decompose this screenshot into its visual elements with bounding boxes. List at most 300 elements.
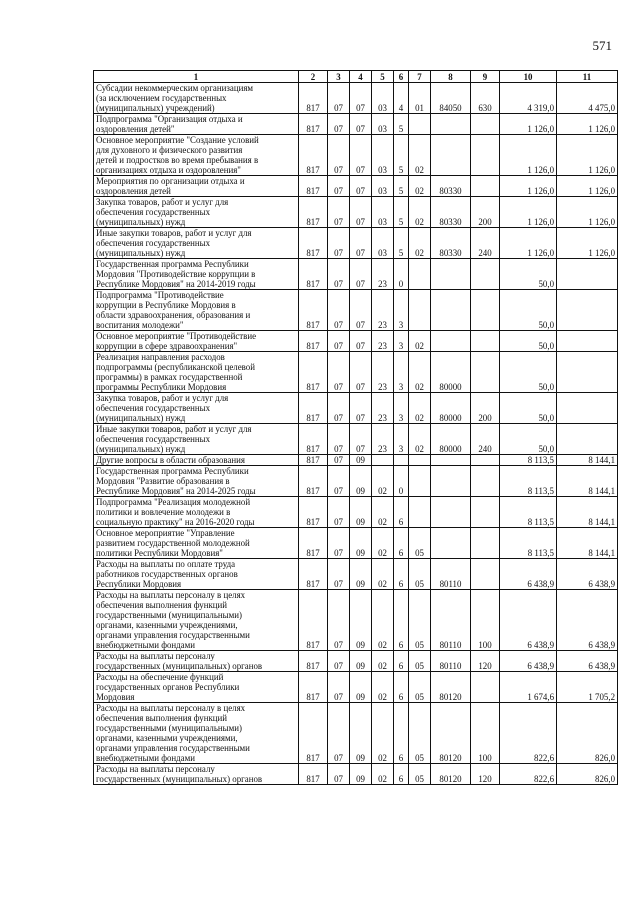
program-cell — [372, 455, 394, 466]
ved-cell: 817 — [299, 228, 328, 259]
header-row — [94, 71, 618, 83]
amount-cell: 4 475,0 — [557, 83, 618, 114]
expense-type-cell: 240 — [471, 424, 500, 455]
item-name-line: органами управления государственными — [96, 630, 250, 640]
table-row — [94, 764, 618, 785]
subsection-cell: 07 — [350, 290, 372, 331]
item-name-line: органами, казенными учреждениями, — [96, 733, 238, 743]
page-number: 571 — [592, 38, 612, 53]
column-header: 10 — [500, 71, 557, 83]
subprogram-cell: 0 — [394, 466, 409, 497]
amount-cell: 8 113,5 — [500, 466, 557, 497]
subprogram-cell: 5 — [394, 228, 409, 259]
item-name-cell — [94, 135, 299, 176]
budget-table — [93, 70, 618, 785]
item-name-line: коррупции в Республике Мордовия в — [96, 300, 236, 310]
table-row — [94, 466, 618, 497]
ved-cell: 817 — [299, 497, 328, 528]
column-header: 11 — [557, 71, 618, 83]
column-header: 9 — [471, 71, 500, 83]
item-name-line: обеспечения государственных — [96, 403, 211, 413]
direction-cell — [431, 290, 471, 331]
section-cell: 07 — [328, 352, 350, 393]
subsection-cell: 07 — [350, 197, 372, 228]
item-name-cell — [94, 393, 299, 424]
item-name-cell — [94, 672, 299, 703]
item-name-line: Закупка товаров, работ и услуг для — [96, 393, 229, 403]
table-row — [94, 352, 618, 393]
item-name-cell — [94, 764, 299, 785]
amount-cell: 8 144,1 — [557, 455, 618, 466]
ved-cell: 817 — [299, 83, 328, 114]
item-name-line: для духовного и физического развития — [96, 145, 243, 155]
program-cell: 23 — [372, 290, 394, 331]
subsection-cell: 09 — [350, 455, 372, 466]
item-name-line: работников государственных органов — [96, 569, 238, 579]
item-name-line: Государственная программа Республики — [96, 259, 249, 269]
table-row — [94, 497, 618, 528]
table-row — [94, 331, 618, 352]
expense-type-cell — [471, 528, 500, 559]
subprogram-cell: 5 — [394, 135, 409, 176]
section-cell: 07 — [328, 424, 350, 455]
item-name-cell — [94, 590, 299, 651]
subprogram-cell: 3 — [394, 352, 409, 393]
item-name-line: Подпрограмма "Противодействие — [96, 290, 224, 300]
ved-cell: 817 — [299, 528, 328, 559]
column-header: 5 — [372, 71, 394, 83]
direction-cell: 80330 — [431, 228, 471, 259]
section-cell: 07 — [328, 651, 350, 672]
subprogram-cell: 6 — [394, 559, 409, 590]
activity-cell: 05 — [409, 528, 431, 559]
table-row — [94, 424, 618, 455]
subprogram-cell: 5 — [394, 114, 409, 135]
activity-cell: 02 — [409, 176, 431, 197]
item-name-cell — [94, 352, 299, 393]
amount-cell: 1 126,0 — [557, 114, 618, 135]
item-name-line: (муниципальных) учреждений) — [96, 103, 215, 113]
subprogram-cell: 6 — [394, 672, 409, 703]
program-cell: 03 — [372, 135, 394, 176]
amount-cell: 822,6 — [500, 703, 557, 764]
amount-cell: 50,0 — [500, 352, 557, 393]
program-cell: 02 — [372, 497, 394, 528]
direction-cell — [431, 331, 471, 352]
expense-type-cell — [471, 455, 500, 466]
subsection-cell: 07 — [350, 114, 372, 135]
item-name-line: Расходы на выплаты персоналу в целях — [96, 703, 246, 713]
section-cell: 07 — [328, 259, 350, 290]
amount-cell: 6 438,9 — [500, 590, 557, 651]
item-name-line: Основное мероприятие "Управление — [96, 528, 235, 538]
amount-cell: 50,0 — [500, 290, 557, 331]
expense-type-cell: 630 — [471, 83, 500, 114]
item-name-line: организациях отдыха и оздоровления" — [96, 165, 241, 175]
ved-cell: 817 — [299, 114, 328, 135]
program-cell: 03 — [372, 176, 394, 197]
amount-cell: 8 113,5 — [500, 455, 557, 466]
item-name-line: Подпрограмма "Реализация молодежной — [96, 497, 251, 507]
item-name-cell — [94, 559, 299, 590]
ved-cell: 817 — [299, 455, 328, 466]
subsection-cell: 09 — [350, 590, 372, 651]
amount-cell: 1 126,0 — [557, 197, 618, 228]
table-row — [94, 228, 618, 259]
activity-cell: 02 — [409, 352, 431, 393]
item-name-line: Другие вопросы в области образования — [96, 455, 246, 465]
amount-cell: 8 113,5 — [500, 497, 557, 528]
program-cell: 03 — [372, 114, 394, 135]
amount-cell: 826,0 — [557, 764, 618, 785]
item-name-line: детей и подростков во время пребывания в — [96, 155, 259, 165]
item-name-line: Расходы на выплаты по оплате труда — [96, 559, 236, 569]
amount-cell: 1 126,0 — [557, 135, 618, 176]
amount-cell: 50,0 — [500, 393, 557, 424]
ved-cell: 817 — [299, 703, 328, 764]
item-name-line: Мордовия "Развитие образования в — [96, 476, 230, 486]
table-row — [94, 703, 618, 764]
amount-cell — [557, 393, 618, 424]
item-name-line: внебюджетными фондами — [96, 640, 195, 650]
item-name-line: государственных органов Республики — [96, 682, 240, 692]
item-name-line: подпрограммы (республиканской целевой — [96, 362, 255, 372]
direction-cell: 80000 — [431, 393, 471, 424]
direction-cell — [431, 114, 471, 135]
program-cell: 02 — [372, 590, 394, 651]
amount-cell: 1 126,0 — [500, 228, 557, 259]
section-cell: 07 — [328, 764, 350, 785]
program-cell: 02 — [372, 672, 394, 703]
expense-type-cell — [471, 497, 500, 528]
subsection-cell: 07 — [350, 83, 372, 114]
amount-cell: 1 126,0 — [500, 176, 557, 197]
item-name-line: обеспечения государственных — [96, 207, 211, 217]
expense-type-cell: 100 — [471, 590, 500, 651]
item-name-line: программы) в рамках государственной — [96, 372, 243, 382]
item-name-line: обеспечения выполнения функций — [96, 600, 228, 610]
ved-cell: 817 — [299, 764, 328, 785]
expense-type-cell — [471, 290, 500, 331]
item-name-line: Республики Мордовия — [96, 579, 182, 589]
item-name-line: обеспечения выполнения функций — [96, 713, 228, 723]
direction-cell: 80110 — [431, 559, 471, 590]
expense-type-cell — [471, 352, 500, 393]
table-row — [94, 83, 618, 114]
activity-cell: 05 — [409, 672, 431, 703]
subprogram-cell: 5 — [394, 197, 409, 228]
item-name-cell — [94, 114, 299, 135]
subprogram-cell: 6 — [394, 764, 409, 785]
direction-cell — [431, 466, 471, 497]
table-row — [94, 197, 618, 228]
table-row — [94, 590, 618, 651]
direction-cell: 80330 — [431, 197, 471, 228]
item-name-cell — [94, 497, 299, 528]
item-name-line: государственных (муниципальных) органов — [96, 661, 263, 671]
ved-cell: 817 — [299, 590, 328, 651]
item-name-line: органами управления государственными — [96, 743, 250, 753]
direction-cell: 80120 — [431, 672, 471, 703]
column-header: 7 — [409, 71, 431, 83]
amount-cell: 50,0 — [500, 331, 557, 352]
column-header: 8 — [431, 71, 471, 83]
column-header: 1 — [94, 71, 299, 83]
amount-cell: 8 144,1 — [557, 466, 618, 497]
item-name-line: Иные закупки товаров, работ и услуг для — [96, 228, 252, 238]
subsection-cell: 07 — [350, 135, 372, 176]
ved-cell: 817 — [299, 466, 328, 497]
amount-cell: 1 674,6 — [500, 672, 557, 703]
program-cell: 02 — [372, 466, 394, 497]
subprogram-cell: 3 — [394, 424, 409, 455]
expense-type-cell — [471, 672, 500, 703]
amount-cell: 1 705,2 — [557, 672, 618, 703]
expense-type-cell: 120 — [471, 764, 500, 785]
item-name-line: государственными (муниципальными) — [96, 610, 242, 620]
subsection-cell: 07 — [350, 352, 372, 393]
amount-cell: 1 126,0 — [557, 176, 618, 197]
table-row — [94, 559, 618, 590]
item-name-line: (муниципальных) нужд — [96, 248, 186, 258]
item-name-line: социальную практику" на 2016-2020 годы — [96, 517, 255, 527]
table-row — [94, 114, 618, 135]
amount-cell: 826,0 — [557, 703, 618, 764]
amount-cell: 822,6 — [500, 764, 557, 785]
activity-cell: 05 — [409, 703, 431, 764]
amount-cell — [557, 290, 618, 331]
item-name-line: политики и вовлечение молодежи в — [96, 507, 231, 517]
item-name-line: воспитания молодежи" — [96, 320, 184, 330]
item-name-cell — [94, 176, 299, 197]
activity-cell: 02 — [409, 424, 431, 455]
item-name-line: оздоровления детей — [96, 186, 171, 196]
activity-cell — [409, 455, 431, 466]
item-name-cell — [94, 259, 299, 290]
table-row — [94, 651, 618, 672]
amount-cell: 1 126,0 — [557, 228, 618, 259]
program-cell: 23 — [372, 424, 394, 455]
item-name-line: Мероприятия по организации отдыха и — [96, 176, 245, 186]
program-cell: 03 — [372, 197, 394, 228]
section-cell: 07 — [328, 228, 350, 259]
item-name-cell — [94, 331, 299, 352]
amount-cell — [557, 259, 618, 290]
section-cell: 07 — [328, 135, 350, 176]
amount-cell: 1 126,0 — [500, 114, 557, 135]
item-name-cell — [94, 228, 299, 259]
ved-cell: 817 — [299, 290, 328, 331]
table-row — [94, 528, 618, 559]
expense-type-cell — [471, 331, 500, 352]
item-name-line: Мордовия — [96, 692, 135, 702]
activity-cell: 05 — [409, 590, 431, 651]
item-name-line: Расходы на выплаты персоналу — [96, 651, 215, 661]
expense-type-cell: 200 — [471, 393, 500, 424]
direction-cell — [431, 528, 471, 559]
item-name-line: (муниципальных) нужд — [96, 413, 186, 423]
item-name-line: Подпрограмма "Организация отдыха и — [96, 114, 243, 124]
amount-cell — [557, 424, 618, 455]
section-cell: 07 — [328, 176, 350, 197]
expense-type-cell — [471, 259, 500, 290]
subprogram-cell: 6 — [394, 703, 409, 764]
ved-cell: 817 — [299, 559, 328, 590]
table-row — [94, 455, 618, 466]
activity-cell: 02 — [409, 331, 431, 352]
program-cell: 02 — [372, 764, 394, 785]
section-cell: 07 — [328, 197, 350, 228]
item-name-line: Расходы на выплаты персоналу в целях — [96, 590, 246, 600]
item-name-line: органами, казенными учреждениями, — [96, 620, 238, 630]
amount-cell: 1 126,0 — [500, 135, 557, 176]
ved-cell: 817 — [299, 259, 328, 290]
item-name-cell — [94, 197, 299, 228]
program-cell: 02 — [372, 651, 394, 672]
activity-cell: 05 — [409, 559, 431, 590]
item-name-line: обеспечения государственных — [96, 238, 211, 248]
amount-cell: 4 319,0 — [500, 83, 557, 114]
activity-cell: 01 — [409, 83, 431, 114]
expense-type-cell: 120 — [471, 651, 500, 672]
program-cell: 23 — [372, 352, 394, 393]
activity-cell: 02 — [409, 197, 431, 228]
item-name-line: Реализация направления расходов — [96, 352, 225, 362]
table-row — [94, 176, 618, 197]
direction-cell — [431, 259, 471, 290]
program-cell: 23 — [372, 331, 394, 352]
column-header: 4 — [350, 71, 372, 83]
subsection-cell: 07 — [350, 176, 372, 197]
item-name-line: Основное мероприятие "Создание условий — [96, 135, 259, 145]
expense-type-cell: 200 — [471, 197, 500, 228]
activity-cell: 02 — [409, 393, 431, 424]
ved-cell: 817 — [299, 672, 328, 703]
item-name-line: Субсадии некоммерческим организациям — [96, 83, 254, 93]
section-cell: 07 — [328, 290, 350, 331]
expense-type-cell — [471, 466, 500, 497]
program-cell: 02 — [372, 559, 394, 590]
subprogram-cell: 5 — [394, 176, 409, 197]
table-row — [94, 672, 618, 703]
direction-cell — [431, 135, 471, 176]
activity-cell — [409, 114, 431, 135]
subsection-cell: 09 — [350, 672, 372, 703]
item-name-cell — [94, 528, 299, 559]
activity-cell — [409, 259, 431, 290]
expense-type-cell — [471, 176, 500, 197]
subprogram-cell: 3 — [394, 290, 409, 331]
item-name-line: (муниципальных) нужд — [96, 444, 186, 454]
item-name-cell — [94, 466, 299, 497]
ved-cell: 817 — [299, 651, 328, 672]
section-cell: 07 — [328, 590, 350, 651]
item-name-line: Иные закупки товаров, работ и услуг для — [96, 424, 252, 434]
section-cell: 07 — [328, 331, 350, 352]
program-cell: 02 — [372, 703, 394, 764]
subsection-cell: 09 — [350, 466, 372, 497]
program-cell: 03 — [372, 228, 394, 259]
program-cell: 23 — [372, 393, 394, 424]
ved-cell: 817 — [299, 331, 328, 352]
subprogram-cell: 6 — [394, 497, 409, 528]
amount-cell — [557, 352, 618, 393]
item-name-line: обеспечения государственных — [96, 434, 211, 444]
section-cell: 07 — [328, 528, 350, 559]
direction-cell: 80120 — [431, 703, 471, 764]
activity-cell — [409, 290, 431, 331]
amount-cell: 8 144,1 — [557, 528, 618, 559]
expense-type-cell — [471, 114, 500, 135]
item-name-cell — [94, 703, 299, 764]
item-name-line: государственных (муниципальных) органов — [96, 774, 263, 784]
item-name-line: Закупка товаров, работ и услуг для — [96, 197, 229, 207]
item-name-line: внебюджетными фондами — [96, 753, 195, 763]
section-cell: 07 — [328, 466, 350, 497]
amount-cell: 8 144,1 — [557, 497, 618, 528]
amount-cell: 6 438,9 — [557, 590, 618, 651]
item-name-cell — [94, 83, 299, 114]
item-name-line: Республике Мордовия" на 2014-2025 годы — [96, 486, 256, 496]
ved-cell: 817 — [299, 176, 328, 197]
item-name-line: оздоровления детей" — [96, 124, 175, 134]
subprogram-cell: 6 — [394, 590, 409, 651]
table-row — [94, 135, 618, 176]
item-name-cell — [94, 424, 299, 455]
subsection-cell: 09 — [350, 703, 372, 764]
item-name-cell — [94, 290, 299, 331]
item-name-line: государственными (муниципальными) — [96, 723, 242, 733]
program-cell: 03 — [372, 83, 394, 114]
subsection-cell: 09 — [350, 764, 372, 785]
item-name-line: политики Республики Мордовия" — [96, 548, 223, 558]
section-cell: 07 — [328, 455, 350, 466]
activity-cell: 05 — [409, 764, 431, 785]
subsection-cell: 09 — [350, 528, 372, 559]
subprogram-cell: 6 — [394, 651, 409, 672]
direction-cell: 80110 — [431, 590, 471, 651]
amount-cell — [557, 331, 618, 352]
subsection-cell: 09 — [350, 497, 372, 528]
item-name-cell — [94, 651, 299, 672]
direction-cell: 80330 — [431, 176, 471, 197]
amount-cell: 6 438,9 — [557, 559, 618, 590]
section-cell: 07 — [328, 393, 350, 424]
amount-cell: 50,0 — [500, 424, 557, 455]
section-cell: 07 — [328, 672, 350, 703]
activity-cell: 02 — [409, 135, 431, 176]
amount-cell: 6 438,9 — [500, 559, 557, 590]
amount-cell: 6 438,9 — [500, 651, 557, 672]
subsection-cell: 09 — [350, 559, 372, 590]
ved-cell: 817 — [299, 352, 328, 393]
section-cell: 07 — [328, 497, 350, 528]
column-header: 3 — [328, 71, 350, 83]
expense-type-cell — [471, 559, 500, 590]
item-name-line: (за исключением государственных — [96, 93, 227, 103]
section-cell: 07 — [328, 83, 350, 114]
direction-cell: 80110 — [431, 651, 471, 672]
subprogram-cell: 0 — [394, 259, 409, 290]
subsection-cell: 07 — [350, 331, 372, 352]
ved-cell: 817 — [299, 393, 328, 424]
amount-cell: 1 126,0 — [500, 197, 557, 228]
item-name-line: Мордовия "Противодействие коррупции в — [96, 269, 256, 279]
direction-cell — [431, 497, 471, 528]
subprogram-cell — [394, 455, 409, 466]
activity-cell: 02 — [409, 228, 431, 259]
amount-cell: 6 438,9 — [557, 651, 618, 672]
